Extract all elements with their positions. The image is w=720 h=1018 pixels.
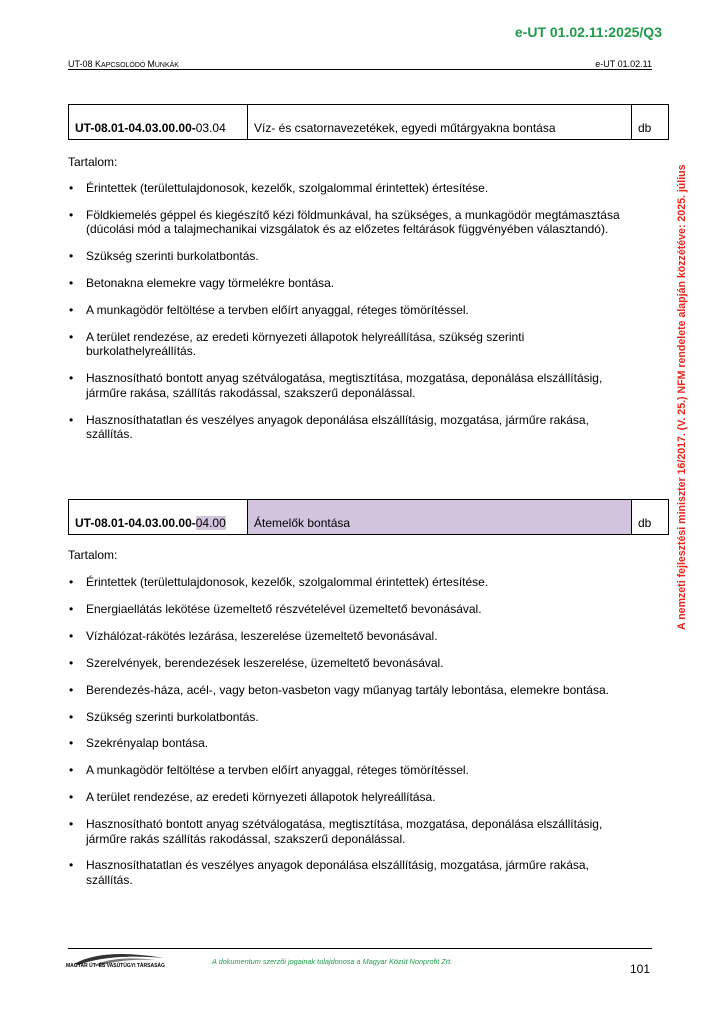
item-unit: db — [632, 105, 669, 140]
item-table-1 — [68, 104, 669, 140]
item-title: Átemelők bontása — [248, 500, 632, 535]
item-title: Víz- és csatornavezetékek, egyedi műtárgyakna bontása — [248, 105, 632, 140]
item-code: UT-08.01-04.03.00.00-03.04 — [69, 105, 248, 140]
side-publication-note: A nemzeti fejlesztési miniszter 16/2017. (V. 25.) NFM rendelete alapján közzétéve: 2025. július — [676, 164, 688, 630]
copyright-notice: A dokumentum szerzői jogainak tulajdonosa a Magyar Közút Nonprofit Zrt. — [212, 957, 453, 966]
item-code: UT-08.01-04.03.00.00-04.00 — [69, 500, 248, 535]
list-item: • Érintettek (területtulajdonosok, kezelők, szolgalommal érintettek) értesítése. — [68, 575, 628, 589]
header-divider — [68, 69, 652, 70]
item-unit: db — [632, 500, 669, 535]
list-item: • Berendezés-háza, acél-, vagy beton-vasbeton vagy műanyag tartály lebontása, elemekre bontása. — [68, 683, 628, 697]
list-item: • Érintettek (területtulajdonosok, kezelők, szolgalommal érintettek) értesítése. — [68, 181, 628, 195]
header-section — [68, 59, 179, 69]
list-item: • Szekrényalap bontása. — [68, 736, 628, 750]
list-item: • Szükség szerinti burkolatbontás. — [68, 710, 628, 724]
document-code: e-UT 01.02.11:2025/Q3 — [514, 24, 662, 40]
list-item: • A munkagödör feltöltése a tervben előírt anyaggal, réteges tömörítéssel. — [68, 763, 628, 777]
list-item: • Szerelvények, berendezések leszerelése, üzemeltető bevonásával. — [68, 656, 628, 670]
list-item: • Hasznosítható bontott anyag szétválogatása, megtisztítása, mozgatása, deponálása elszállításig, járműre rakás szállítás rakodással, szakszerű deponálással. — [68, 817, 628, 846]
header-section-name: KAPCSOLÓDÓ MUNKÁK — [95, 59, 179, 69]
company-logo-text: MAGYAR ÚT- ÉS VASÚTÜGYI TÁRSASÁG — [66, 963, 165, 969]
content-label: Tartalom: — [68, 548, 118, 562]
list-item: • A terület rendezése, az eredeti környezeti állapotok helyreállítása. — [68, 790, 628, 804]
header-code: e-UT 01.02.11 — [595, 59, 652, 69]
content-label: Tartalom: — [68, 155, 118, 169]
list-item: • A terület rendezése, az eredeti környezeti állapotok helyreállítása, szükség szerinti burkolathelyreállítás. — [68, 330, 628, 359]
list-item: • Hasznosítható bontott anyag szétválogatása, megtisztítása, mozgatása, deponálása elszállításig, járműre rakása, szállítás rakodással, szakszerű deponálással. — [68, 371, 628, 400]
list-item: • Hasznosíthatatlan és veszélyes anyagok deponálása elszállításig, mozgatása, járműre rakása, szállítás. — [68, 858, 628, 887]
list-item: • Földkiemelés géppel és kiegészítő kézi földmunkával, ha szükséges, a munkagödör megtámasztása (dúcolási mód a talajmechanikai vizsgálatok és az előzetes feltárások függvényében választandó). — [68, 208, 628, 237]
page-number: 101 — [629, 962, 650, 976]
list-item: • Szükség szerinti burkolatbontás. — [68, 249, 628, 263]
list-item: • Vízhálózat-rákötés lezárása, leszerelése üzemeltető bevonásával. — [68, 629, 628, 643]
list-item: • A munkagödör feltöltése a tervben előírt anyaggal, réteges tömörítéssel. — [68, 303, 628, 317]
content-list-2 — [68, 575, 628, 900]
item-table-2 — [68, 499, 669, 535]
list-item: • Betonakna elemekre vagy törmelékre bontása. — [68, 276, 628, 290]
header-section-prefix: UT-08 — [68, 59, 96, 69]
list-item: • Hasznosíthatatlan és veszélyes anyagok deponálása elszállításig, mozgatása, járműre rakása, szállítás. — [68, 413, 628, 442]
list-item: • Energiaellátás lekötése üzemeltető részvételével üzemeltető bevonásával. — [68, 602, 628, 616]
footer-divider — [68, 948, 652, 949]
content-list-1 — [68, 181, 628, 454]
